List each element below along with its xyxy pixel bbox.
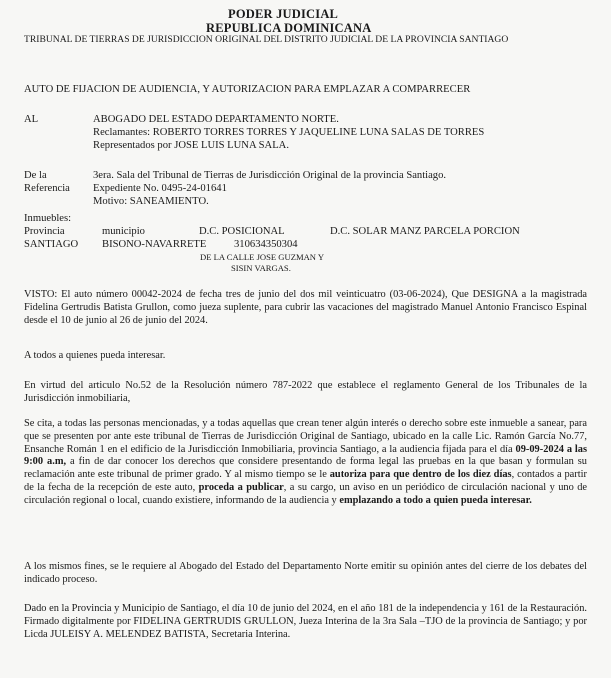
reference-label: Referencia — [24, 183, 70, 194]
addressee-representative: Representados por JOSE LUIS LUNA SALA. — [93, 140, 289, 151]
inmuebles-note-1: DE LA CALLE JOSE GUZMAN Y — [200, 252, 325, 262]
citation-paragraph — [24, 418, 587, 508]
requirement-paragraph: A los mismos fines, se le requiere al Abogado del Estado del Departamento Norte emitir su opinión antes del cierre de los debates del indicado proceso. — [24, 561, 587, 585]
addressee-line-1: ABOGADO DEL ESTADO DEPARTAMENTO NORTE. — [93, 114, 339, 125]
greeting: A todos a quienes pueda interesar. — [24, 350, 166, 361]
inmuebles-label: Inmuebles: — [24, 213, 72, 224]
reference-motivo: Motivo: SANEAMIENTO. — [93, 196, 209, 207]
inmuebles-municipio-value: BISONO-NAVARRETE — [102, 239, 207, 250]
inmuebles-header-dc-solar: D.C. SOLAR MANZ PARCELA PORCION — [330, 226, 520, 237]
citation-text-1: Se cita, a todas las personas mencionadas, y a todas aquellas que crean tener algún interés o derecho sobre este inmueble a sanear, para que se presenten por ante este tribunal de Tierras de Jurisdicción Original de Santiago, ubicado en la calle Lic. Ramón García No.77, Ensanche Román 1 en el edificio de la Jurisdicción Inmobiliaria, provincia Santiago, a la audiencia fijada para el día — [24, 418, 587, 455]
citation-text-3: , contados a partir de la fecha de la recepción de este auto, — [24, 469, 587, 493]
header-poder-judicial: PODER JUDICIAL — [228, 7, 339, 21]
hearing-datetime: 09-09-2024 a las 9:00 a.m, — [24, 443, 587, 468]
inmuebles-header-dc-posicional: D.C. POSICIONAL — [199, 226, 285, 237]
citation-text-2: a fin de dar conocer los derechos que considere presentando de forma legal las pruebas en la que basan y formulan su reclamación ante este tribunal de primer grado. Y al mismo tiempo se le — [24, 456, 587, 481]
origin-label: De la — [24, 170, 47, 181]
publish-phrase: proceda a publicar — [198, 481, 284, 493]
inmuebles-header-municipio: municipio — [102, 226, 145, 237]
addressee-label: AL — [24, 114, 39, 125]
header-tribunal: TRIBUNAL DE TIERRAS DE JURISDICCION ORIGINAL DEL DISTRITO JUDICIAL DE LA PROVINCIA SANTIAGO — [24, 34, 509, 45]
citation-text-4: , a su cargo, un aviso en un periódico de circulación nacional y uno de circulación regional o local, cuando existiere, informando de la audiencia y — [24, 481, 588, 506]
addressee-claimants: Reclamantes: ROBERTO TORRES TORRES Y JAQUELINE LUNA SALAS DE TORRES — [93, 127, 485, 138]
legal-basis-paragraph: En virtud del articulo No.52 de la Resolución número 787-2022 que establece el reglamento General de los Tribunales de la Jurisdicción inmobiliaria, — [24, 380, 587, 404]
reference-expediente: Expediente No. 0495-24-01641 — [93, 183, 227, 194]
authorization-phrase: autoriza para que dentro de los diez días — [329, 469, 512, 481]
origin-sala: 3era. Sala del Tribunal de Tierras de Jurisdicción Original de la provincia Santiago. — [93, 170, 447, 181]
inmuebles-note-2: SISIN VARGAS. — [231, 263, 291, 273]
visto-paragraph: VISTO: El auto número 00042-2024 de fecha tres de junio del dos mil veinticuatro (03-06-2024), Que DESIGNA a la magistrada Fidelina Gertrudis Batista Grullon, como jueza suplente, para cubrir las vacaciones del magistrado Manuel Antonio Francisco Espinal desde el 10 de junio al 26 de junio del 2024. — [24, 289, 587, 326]
inmuebles-provincia-value: SANTIAGO — [24, 239, 79, 250]
document-title: AUTO DE FIJACION DE AUDIENCIA, Y AUTORIZACION PARA EMPLAZAR A COMPARRECER — [24, 84, 471, 95]
inmuebles-header-provincia: Provincia — [24, 226, 65, 237]
header-republica: REPUBLICA DOMINICANA — [206, 21, 372, 35]
inmuebles-posicional-value: 310634350304 — [234, 239, 298, 250]
signature-paragraph: Dado en la Provincia y Municipio de Santiago, el día 10 de junio del 2024, en el año 181 de la independencia y 161 de la Restauración. Firmado digitalmente por FIDELINA GERTRUDIS GRULLON, Jueza Interina de la 3ra Sala –TJO de la provincia de Santiago; y por Licda JULEISY A. MELENDEZ BATISTA, Secretaria Interina. — [24, 603, 587, 640]
summon-phrase: emplazando a todo a quien pueda interesar. — [339, 494, 532, 506]
